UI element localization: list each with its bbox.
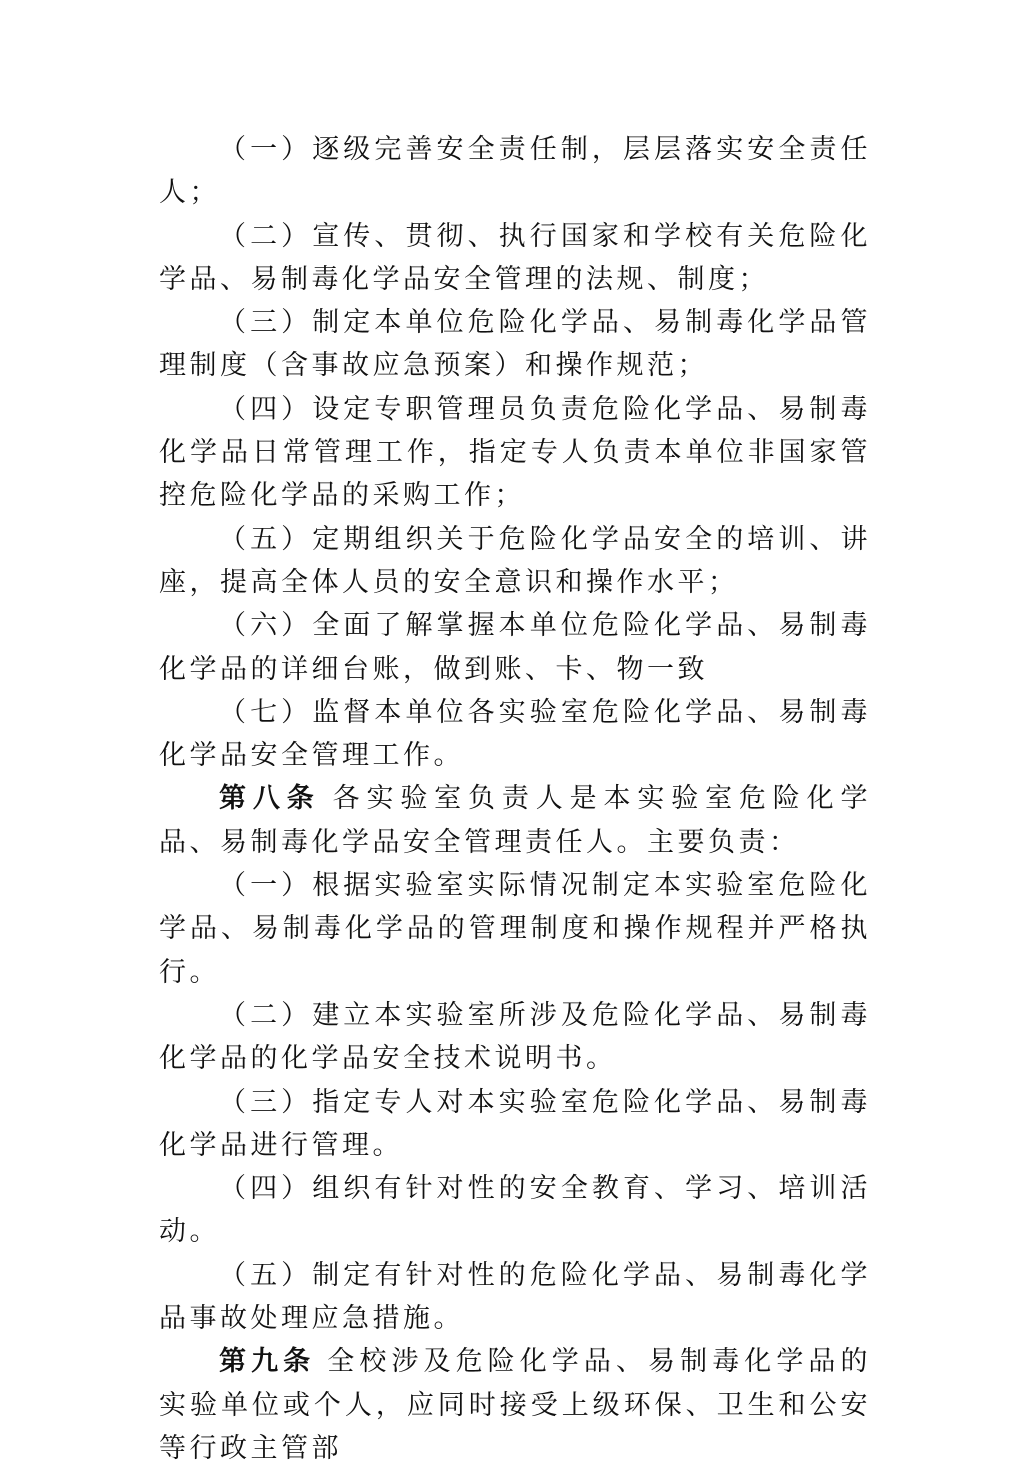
paragraph-item-1: [159, 128, 871, 215]
paragraph-text: （四）组织有针对性的安全教育、学习、培训活动。: [159, 1173, 871, 1248]
paragraph-item-2: [159, 215, 871, 302]
paragraph-item-4: [159, 388, 871, 518]
paragraph-item-3: [159, 301, 871, 388]
paragraph-text: （二）建立本实验室所涉及危险化学品、易制毒化学品的化学品安全技术说明书。: [159, 999, 871, 1075]
article-label: 第九条: [219, 1346, 316, 1378]
paragraph-text: 各实验室负责人是本实验室危险化学品、易制毒化学品安全管理责任人。主要负责：: [159, 783, 872, 858]
paragraph-item-11: [159, 1081, 871, 1168]
paragraph-item-12: [159, 1167, 871, 1254]
paragraph-text: 全校涉及危险化学品、易制毒化学品的实验单位或个人，应同时接受上级环保、卫生和公安等行政主管部: [159, 1346, 872, 1464]
paragraph-item-10: [159, 994, 871, 1081]
paragraph-item-5: [159, 518, 871, 605]
paragraph-item-9: [159, 864, 871, 994]
paragraph-text: （六）全面了解掌握本单位危险化学品、易制毒化学品的详细台账，做到账、卡、物一致: [159, 610, 871, 685]
paragraph-text: （五）定期组织关于危险化学品安全的培训、讲座，提高全体人员的安全意识和操作水平；: [159, 523, 871, 598]
paragraph-text: （四）设定专职管理员负责危险化学品、易制毒化学品日常管理工作，指定专人负责本单位非国家管控危险化学品的采购工作；: [159, 393, 871, 512]
paragraph-text: （二）宣传、贯彻、执行国家和学校有关危险化学品、易制毒化学品安全管理的法规、制度；: [159, 220, 871, 295]
paragraph-text: （一）逐级完善安全责任制，层层落实安全责任人；: [159, 134, 871, 209]
paragraph-item-13: [159, 1254, 871, 1341]
paragraph-text: （五）制定有针对性的危险化学品、易制毒化学品事故处理应急措施。: [159, 1259, 871, 1335]
paragraph-text: （三）制定本单位危险化学品、易制毒化学品管理制度（含事故应急预案）和操作规范；: [159, 307, 871, 382]
paragraph-text: （三）指定专人对本实验室危险化学品、易制毒化学品进行管理。: [159, 1086, 871, 1161]
article-label: 第八条: [219, 783, 321, 815]
paragraph-text: （一）根据实验室实际情况制定本实验室危险化学品、易制毒化学品的管理制度和操作规程并严格执行。: [159, 870, 871, 988]
document-body: [159, 128, 871, 1470]
article-8: [159, 777, 871, 864]
paragraph-item-6: [159, 604, 871, 691]
article-9: [159, 1340, 871, 1470]
paragraph-text: （七）监督本单位各实验室危险化学品、易制毒化学品安全管理工作。: [159, 696, 871, 772]
paragraph-item-7: [159, 691, 871, 778]
